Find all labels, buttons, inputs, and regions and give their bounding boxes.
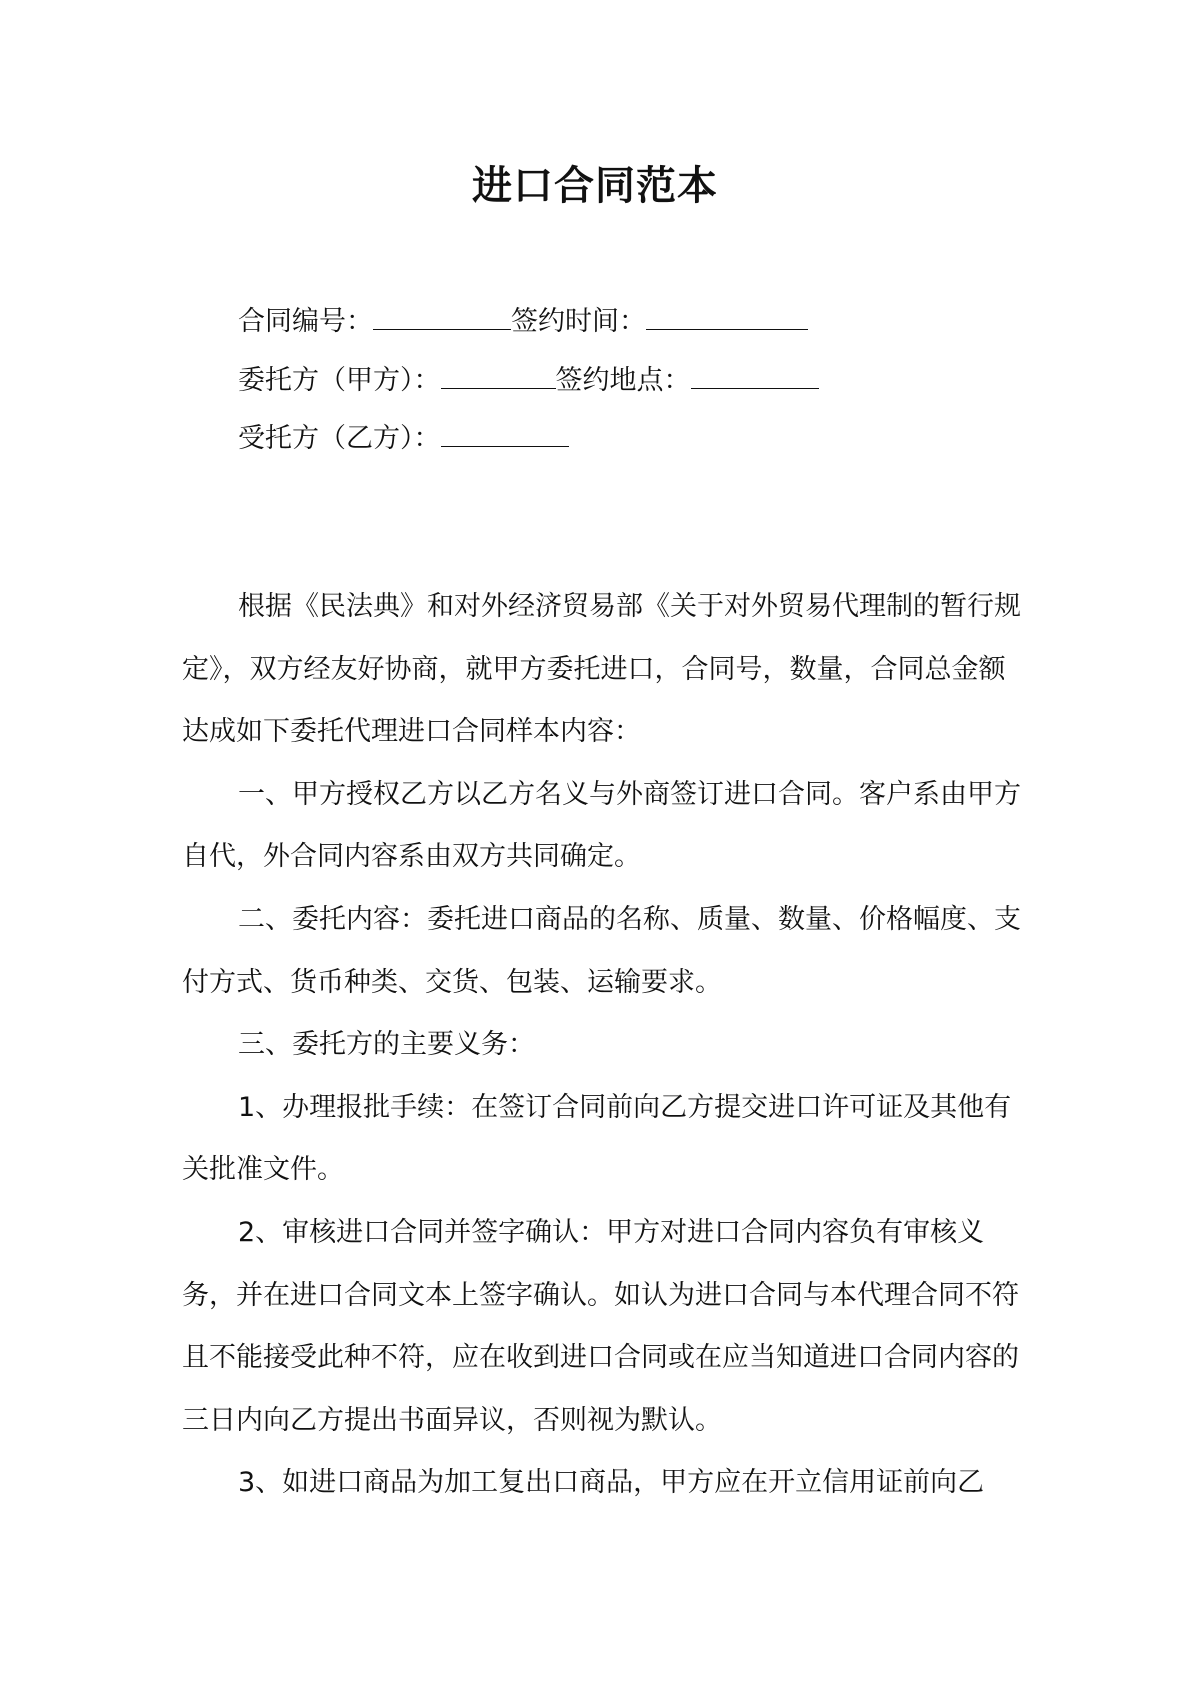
sign-place-blank[interactable] [691, 362, 819, 389]
paragraph: 三、委托方的主要义务： [238, 1029, 535, 1061]
party-a-label: 委托方（甲方）： [238, 365, 441, 396]
sign-time-label: 签约时间： [511, 306, 646, 337]
field-row-party-b [238, 420, 569, 457]
sign-time-blank[interactable] [646, 303, 808, 330]
paragraph: 3、如进口商品为加工复出口商品，甲方应在开立信用证前向乙 [238, 1467, 985, 1499]
field-row-contract-no [238, 303, 808, 340]
paragraph: 2、审核进口合同并签字确认：甲方对进口合同内容负有审核义务，并在进口合同文本上签字确认。如认为进口合同与本代理合同不符且不能接受此种不符，应在收到进口合同或在应当知道进口合同内容的三日内向乙方提出书面异议，否则视为默认。 [182, 1216, 1019, 1436]
document-title: 进口合同范本 [472, 163, 718, 209]
sign-place-label: 签约地点： [555, 365, 691, 396]
contract-body [182, 576, 1022, 1515]
paragraph: 根据《民法典》和对外经济贸易部《关于对外贸易代理制的暂行规定》，双方经友好协商，就甲方委托进口，合同号，数量，合同总金额达成如下委托代理进口合同样本内容： [182, 591, 1021, 748]
party-a-blank[interactable] [441, 362, 556, 389]
party-b-blank[interactable] [441, 420, 569, 447]
paragraph: 一、甲方授权乙方以乙方名义与外商签订进口合同。客户系由甲方自代，外合同内容系由双方共同确定。 [182, 778, 1021, 873]
field-row-party-a [238, 362, 819, 399]
contract-no-blank[interactable] [373, 303, 511, 330]
paragraph: 1、办理报批手续：在签订合同前向乙方提交进口许可证及其他有关批准文件。 [182, 1091, 1012, 1186]
party-b-label: 受托方（乙方）： [238, 423, 441, 454]
paragraph: 二、委托内容：委托进口商品的名称、质量、数量、价格幅度、支付方式、货币种类、交货、包装、运输要求。 [182, 903, 1021, 998]
contract-no-label: 合同编号： [238, 306, 373, 337]
